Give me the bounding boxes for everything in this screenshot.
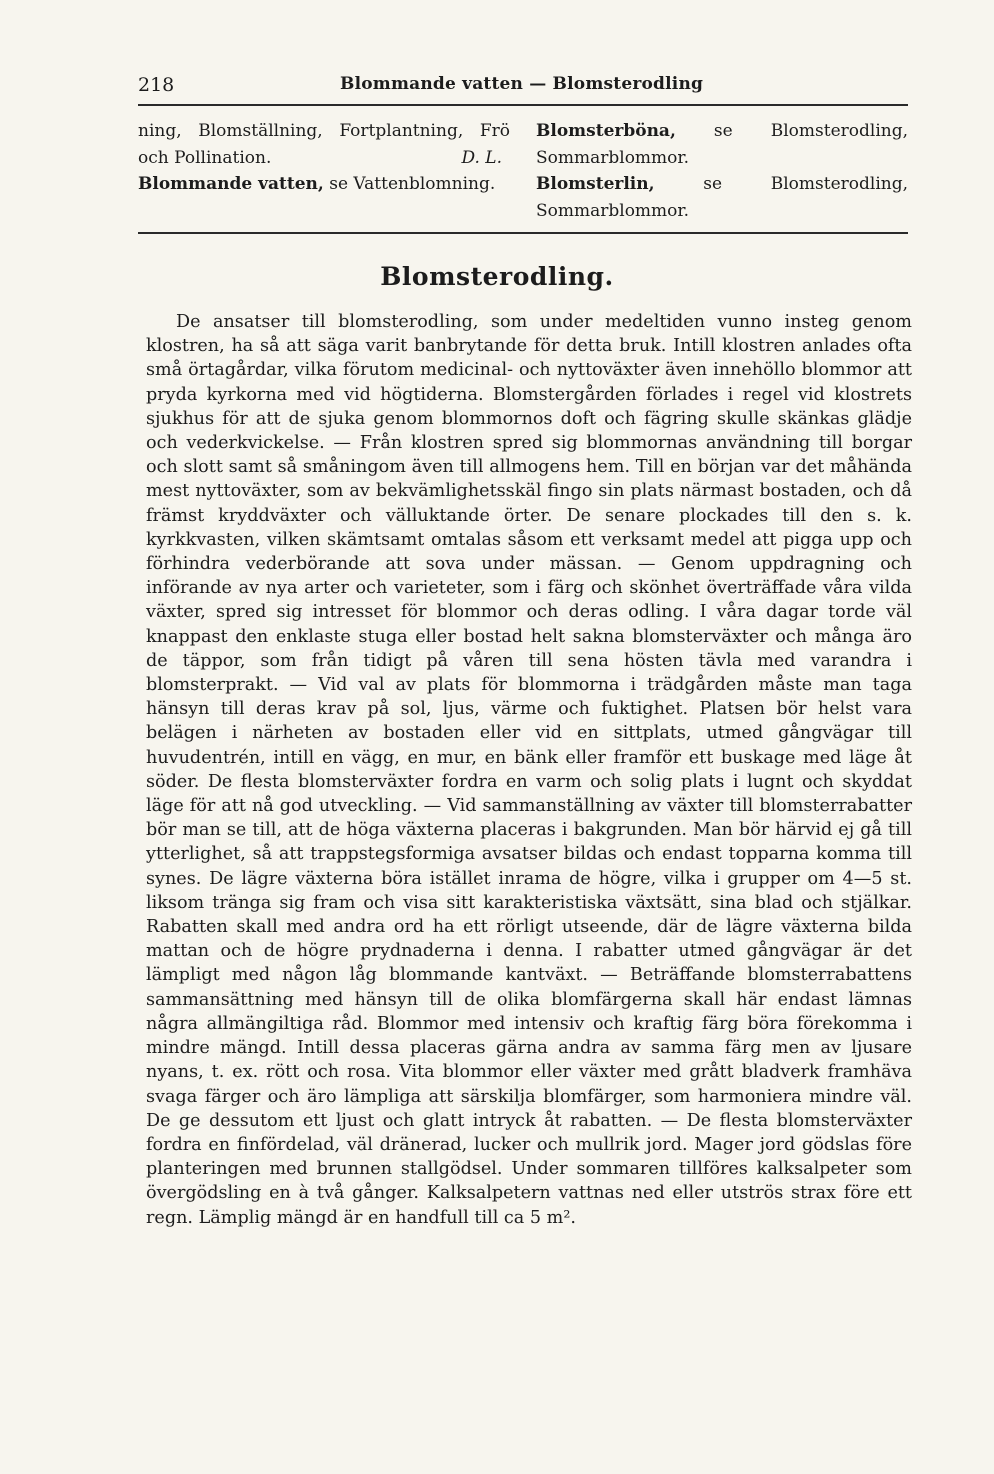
entry-text: se Vattenblomning. <box>323 174 496 194</box>
article-title: Blomsterodling. <box>380 262 614 291</box>
entry-headword: Blomsterböna, <box>536 121 676 141</box>
running-head <box>138 70 908 104</box>
page-number: 218 <box>138 74 175 96</box>
top-rule <box>138 104 908 106</box>
bottom-rule <box>138 232 908 234</box>
running-title: Blommande vatten — Blomsterodling <box>340 74 704 94</box>
index-entry <box>536 171 908 224</box>
index-entry <box>138 171 510 198</box>
article-body: De ansatser till blomsterodling, som under medeltiden vunno insteg genom klostren, ha så att säga varit banbrytande för detta bruk. Intill klostren anlades ofta små örtagårdar, vilka förutom medicinal- och nyttoväxter även innehöllo blommor att pryda kyrkorna med vid högtiderna. Blomstergården förlades i regel vid klostrets sjukhus för att de sjuka genom blommornos doft och fägring skulle skänkas glädje och vederkvickelse. — Från klostren spred sig blommornas användning till borgar och slott samt så småningom även till allmogens hem. Till en början var det måhända mest nyttoväxter, som av bekvämlighetsskäl fingo sin plats närmast bostaden, och då främst kryddväxter och välluktande örter. De senare plockades till den s. k. kyrkkvasten, vilken skämtsamt omtalas såsom ett verksamt medel att pigga upp och förhindra vederbörande att sova under mässan. — Genom uppdragning och införande av nya arter och varieteter, som i färg och skönhet överträffade våra vilda växter, spred sig intresset för blommor och deras odling. I våra dagar torde väl knappast den enklaste stuga eller bostad helt sakna blomsterväxter och många äro de täppor, som från tidigt på våren till sena hösten tävla med varandra i blomsterprakt. — Vid val av plats för blommorna i trädgården måste man taga hänsyn till deras krav på sol, ljus, värme och fuktighet. Platsen bör helst vara belägen i närheten av bostaden eller vid en sittplats, utmed gångvägar till huvudentrén, intill en vägg, en mur, en bänk eller framför ett buskage med läge åt söder. De flesta blomsterväxter fordra en varm och solig plats i lugnt och skyddat läge för att nå god utveckling. — Vid sammanställning av växter till blomsterrabatter bör man se till, att de höga växterna placeras i bakgrunden. Man bör härvid ej gå till ytterlighet, så att trappstegsformiga avsatser bildas och endast topparna komma till synes. De lägre växterna böra istället inrama de högre, vilka i grupper om 4—5 st. liksom tränga sig fram och visa sitt karakteristiska växtsätt, sina blad och stjälkar. Rabatten skall med andra ord ha ett rörligt utseende, där de lägre växterna bilda mattan och de högre prydnaderna i denna. I rabatter utmed gångvägar är det lämpligt med någon låg blommande kantväxt. — Beträffande blomsterrabattens sammansättning med hänsyn till de olika blomfärgerna skall här endast lämnas några allmängiltiga råd. Blommor med intensiv och kraftig färg böra förekomma i mindre mängd. Intill dessa placeras gärna andra av samma färg men av ljusare nyans, t. ex. rött och rosa. Vita blommor eller växter med grått bladverk framhäva svaga färger och äro lämpliga att särskilja blomfärger, som harmoniera mindre väl. De ge dessutom ett ljust och glatt intryck åt rabatten. — De flesta blomsterväxter fordra en finfördelad, väl dränerad, lucker och mullrik jord. Mager jord gödslas före planteringen med brunnen stallgödsel. Under sommaren tillföres kalksalpeter som övergödsling en à två gånger. Kalksalpetern vattnas ned eller utströs strax före ett regn. Lämplig mängd är en handfull till ca 5 m². <box>146 312 912 1228</box>
entry-text: se Blomsterodling, Sommarblommor. <box>536 121 908 168</box>
index-entry <box>536 118 908 171</box>
author-signature: D. L. <box>461 147 502 168</box>
index-entries <box>138 118 908 228</box>
entry-text: se Blomsterodling, Sommarblommor. <box>536 174 908 221</box>
index-column-left <box>138 118 510 198</box>
index-column-right <box>536 118 908 224</box>
entry-headword: Blommande vatten, <box>138 174 324 194</box>
index-entry <box>138 118 510 171</box>
entry-text: ning, Blomställning, Fortplantning, Frö och Pollination. <box>138 121 510 168</box>
entry-headword: Blomsterlin, <box>536 174 655 194</box>
